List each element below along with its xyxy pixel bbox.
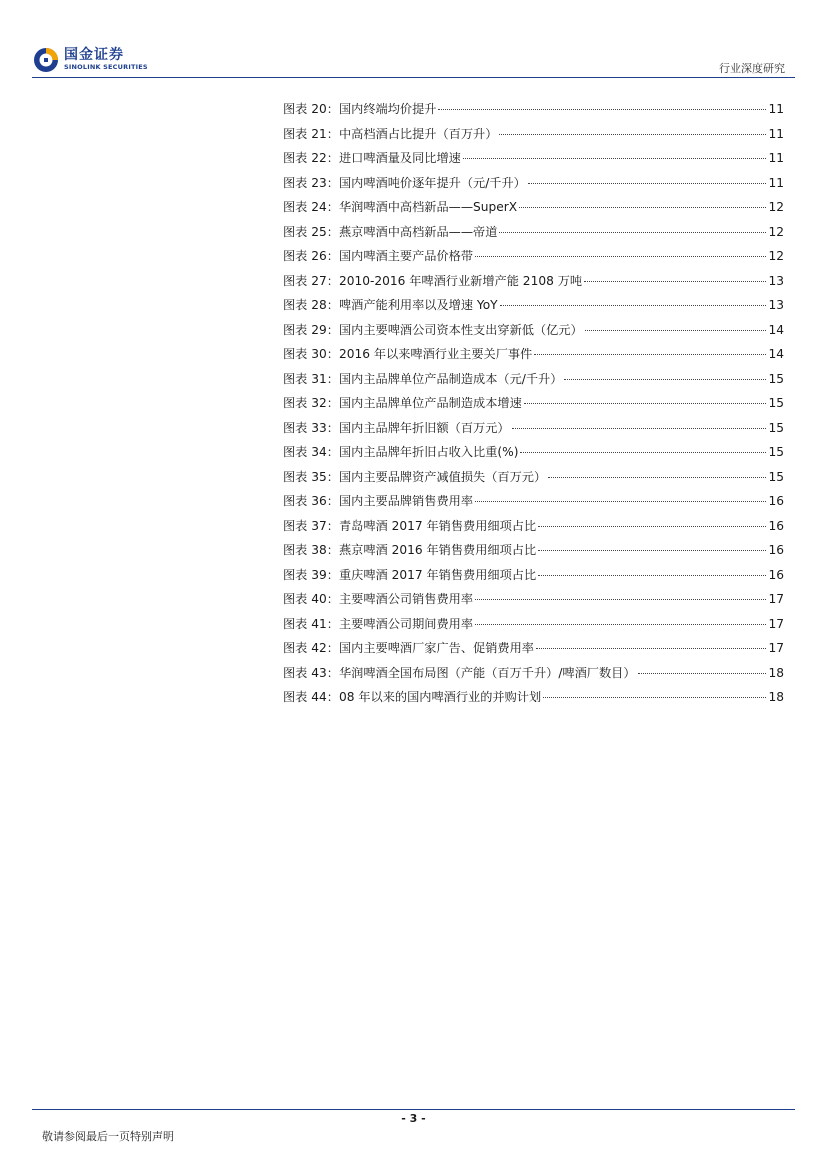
toc-leader-dots [536, 648, 767, 649]
toc-leader-dots [584, 281, 766, 282]
toc-leader-dots [499, 134, 766, 135]
logo-chinese-name: 国金证券 [64, 47, 124, 63]
toc-entry-label: 图表 44：08 年以来的国内啤酒行业的并购计划 [283, 690, 542, 704]
toc-entry-label: 图表 30：2016 年以来啤酒行业主要关厂事件 [283, 347, 533, 361]
toc-entry-page: 15 [768, 469, 784, 484]
toc-entry[interactable] [283, 443, 784, 468]
disclaimer-note: 敬请参阅最后一页特别声明 [42, 1130, 174, 1143]
toc-leader-dots [534, 354, 766, 355]
toc-entry-label: 图表 35：国内主要品牌资产减值损失（百万元） [283, 469, 547, 484]
toc-entry-label: 图表 21：中高档酒占比提升（百万升） [283, 126, 498, 141]
toc-entry-page: 15 [768, 445, 784, 459]
toc-entry-page: 18 [768, 690, 784, 704]
toc-leader-dots [475, 599, 766, 600]
toc-leader-dots [585, 330, 767, 331]
toc-entry-page: 12 [768, 224, 784, 239]
toc-leader-dots [475, 501, 766, 502]
toc-entry-page: 14 [768, 322, 784, 337]
toc-entry-label: 图表 32：国内主品牌单位产品制造成本增速 [283, 396, 522, 410]
toc-entry[interactable] [283, 615, 784, 640]
toc-entry-label: 图表 34：国内主品牌年折旧占收入比重(%) [283, 445, 519, 459]
toc-leader-dots [538, 575, 766, 576]
toc-entry-page: 11 [768, 102, 784, 116]
toc-entry-label: 图表 33：国内主品牌年折旧额（百万元） [283, 420, 510, 435]
toc-entry-label: 图表 24：华润啤酒中高档新品——SuperX [283, 200, 518, 214]
toc-leader-dots [548, 477, 766, 478]
toc-entry[interactable] [283, 198, 784, 223]
toc-entry-label: 图表 27：2010-2016 年啤酒行业新增产能 2108 万吨 [283, 273, 583, 288]
toc-entry-label: 图表 23：国内啤酒吨价逐年提升（元/千升） [283, 175, 526, 190]
toc-entry-label: 图表 38：燕京啤酒 2016 年销售费用细项占比 [283, 543, 537, 557]
page-number: - 3 - [401, 1112, 426, 1125]
toc-entry[interactable] [283, 688, 784, 713]
toc-entry[interactable] [283, 639, 784, 664]
toc-entry-label: 图表 29：国内主要啤酒公司资本性支出穿新低（亿元） [283, 322, 583, 337]
toc-entry-page: 11 [768, 151, 784, 165]
toc-leader-dots [512, 428, 767, 429]
toc-entry-label: 图表 31：国内主品牌单位产品制造成本（元/千升） [283, 371, 563, 386]
toc-entry[interactable] [283, 590, 784, 615]
toc-entry-page: 15 [768, 396, 784, 410]
toc-leader-dots [538, 526, 766, 527]
toc-leader-dots [475, 624, 766, 625]
toc-entry-label: 图表 37：青岛啤酒 2017 年销售费用细项占比 [283, 518, 537, 533]
toc-leader-dots [638, 673, 767, 674]
toc-entry-page: 17 [768, 592, 784, 606]
toc-entry[interactable] [283, 223, 784, 248]
toc-entry-page: 11 [768, 126, 784, 141]
toc-leader-dots [475, 256, 766, 257]
toc-entry-label: 图表 25：燕京啤酒中高档新品——帝道 [283, 224, 498, 239]
toc-entry-page: 12 [768, 249, 784, 263]
toc-entry-label: 图表 41：主要啤酒公司期间费用率 [283, 616, 474, 631]
toc-entry-page: 13 [768, 273, 784, 288]
company-logo [33, 47, 148, 73]
toc-entry-label: 图表 26：国内啤酒主要产品价格带 [283, 249, 474, 263]
toc-entry-page: 16 [768, 543, 784, 557]
toc-entry[interactable] [283, 100, 784, 125]
toc-entry[interactable] [283, 566, 784, 591]
toc-entry[interactable] [283, 272, 784, 297]
footer-divider [32, 1109, 795, 1110]
toc-leader-dots [524, 403, 767, 404]
toc-leader-dots [438, 109, 766, 110]
toc-entry[interactable] [283, 517, 784, 542]
toc-leader-dots [564, 379, 766, 380]
toc-entry-page: 15 [768, 371, 784, 386]
toc-entry-label: 图表 39：重庆啤酒 2017 年销售费用细项占比 [283, 567, 537, 582]
toc-entry-page: 16 [768, 494, 784, 508]
toc-leader-dots [499, 232, 766, 233]
toc-leader-dots [538, 550, 766, 551]
toc-entry[interactable] [283, 321, 784, 346]
toc-entry[interactable] [283, 247, 784, 272]
toc-entry[interactable] [283, 174, 784, 199]
toc-entry-label: 图表 43：华润啤酒全国布局图（产能（百万千升）/啤酒厂数目） [283, 665, 636, 680]
toc-leader-dots [463, 158, 767, 159]
figure-list [283, 100, 784, 713]
toc-entry-page: 12 [768, 200, 784, 214]
toc-entry[interactable] [283, 370, 784, 395]
toc-entry-label: 图表 28：啤酒产能利用率以及增速 YoY [283, 298, 498, 312]
toc-entry-label: 图表 42：国内主要啤酒厂家广告、促销费用率 [283, 641, 534, 655]
toc-entry-page: 16 [768, 518, 784, 533]
toc-entry-page: 18 [768, 665, 784, 680]
logo-english-name: SINOLINK SECURITIES [64, 63, 148, 71]
toc-entry[interactable] [283, 541, 784, 566]
toc-leader-dots [519, 207, 766, 208]
toc-entry-label: 图表 22：进口啤酒量及同比增速 [283, 151, 461, 165]
toc-entry-page: 17 [768, 616, 784, 631]
toc-entry-label: 图表 36：国内主要品牌销售费用率 [283, 494, 474, 508]
sinolink-logo-icon [33, 47, 59, 73]
toc-entry[interactable] [283, 664, 784, 689]
toc-entry-page: 17 [768, 641, 784, 655]
toc-entry[interactable] [283, 468, 784, 493]
toc-entry[interactable] [283, 345, 784, 370]
toc-entry-label: 图表 20：国内终端均价提升 [283, 102, 437, 116]
toc-entry-page: 11 [768, 175, 784, 190]
toc-entry-page: 16 [768, 567, 784, 582]
report-type: 行业深度研究 [719, 62, 785, 75]
header-divider [32, 77, 795, 78]
toc-leader-dots [520, 452, 766, 453]
page-header [0, 0, 827, 80]
toc-leader-dots [500, 305, 767, 306]
toc-leader-dots [543, 697, 766, 698]
toc-leader-dots [528, 183, 767, 184]
toc-entry-page: 13 [768, 298, 784, 312]
toc-entry-page: 14 [768, 347, 784, 361]
toc-entry[interactable] [283, 149, 784, 174]
toc-entry[interactable] [283, 394, 784, 419]
toc-entry[interactable] [283, 296, 784, 321]
toc-entry-label: 图表 40：主要啤酒公司销售费用率 [283, 592, 474, 606]
toc-entry[interactable] [283, 125, 784, 150]
toc-entry-page: 15 [768, 420, 784, 435]
toc-entry[interactable] [283, 419, 784, 444]
toc-entry[interactable] [283, 492, 784, 517]
